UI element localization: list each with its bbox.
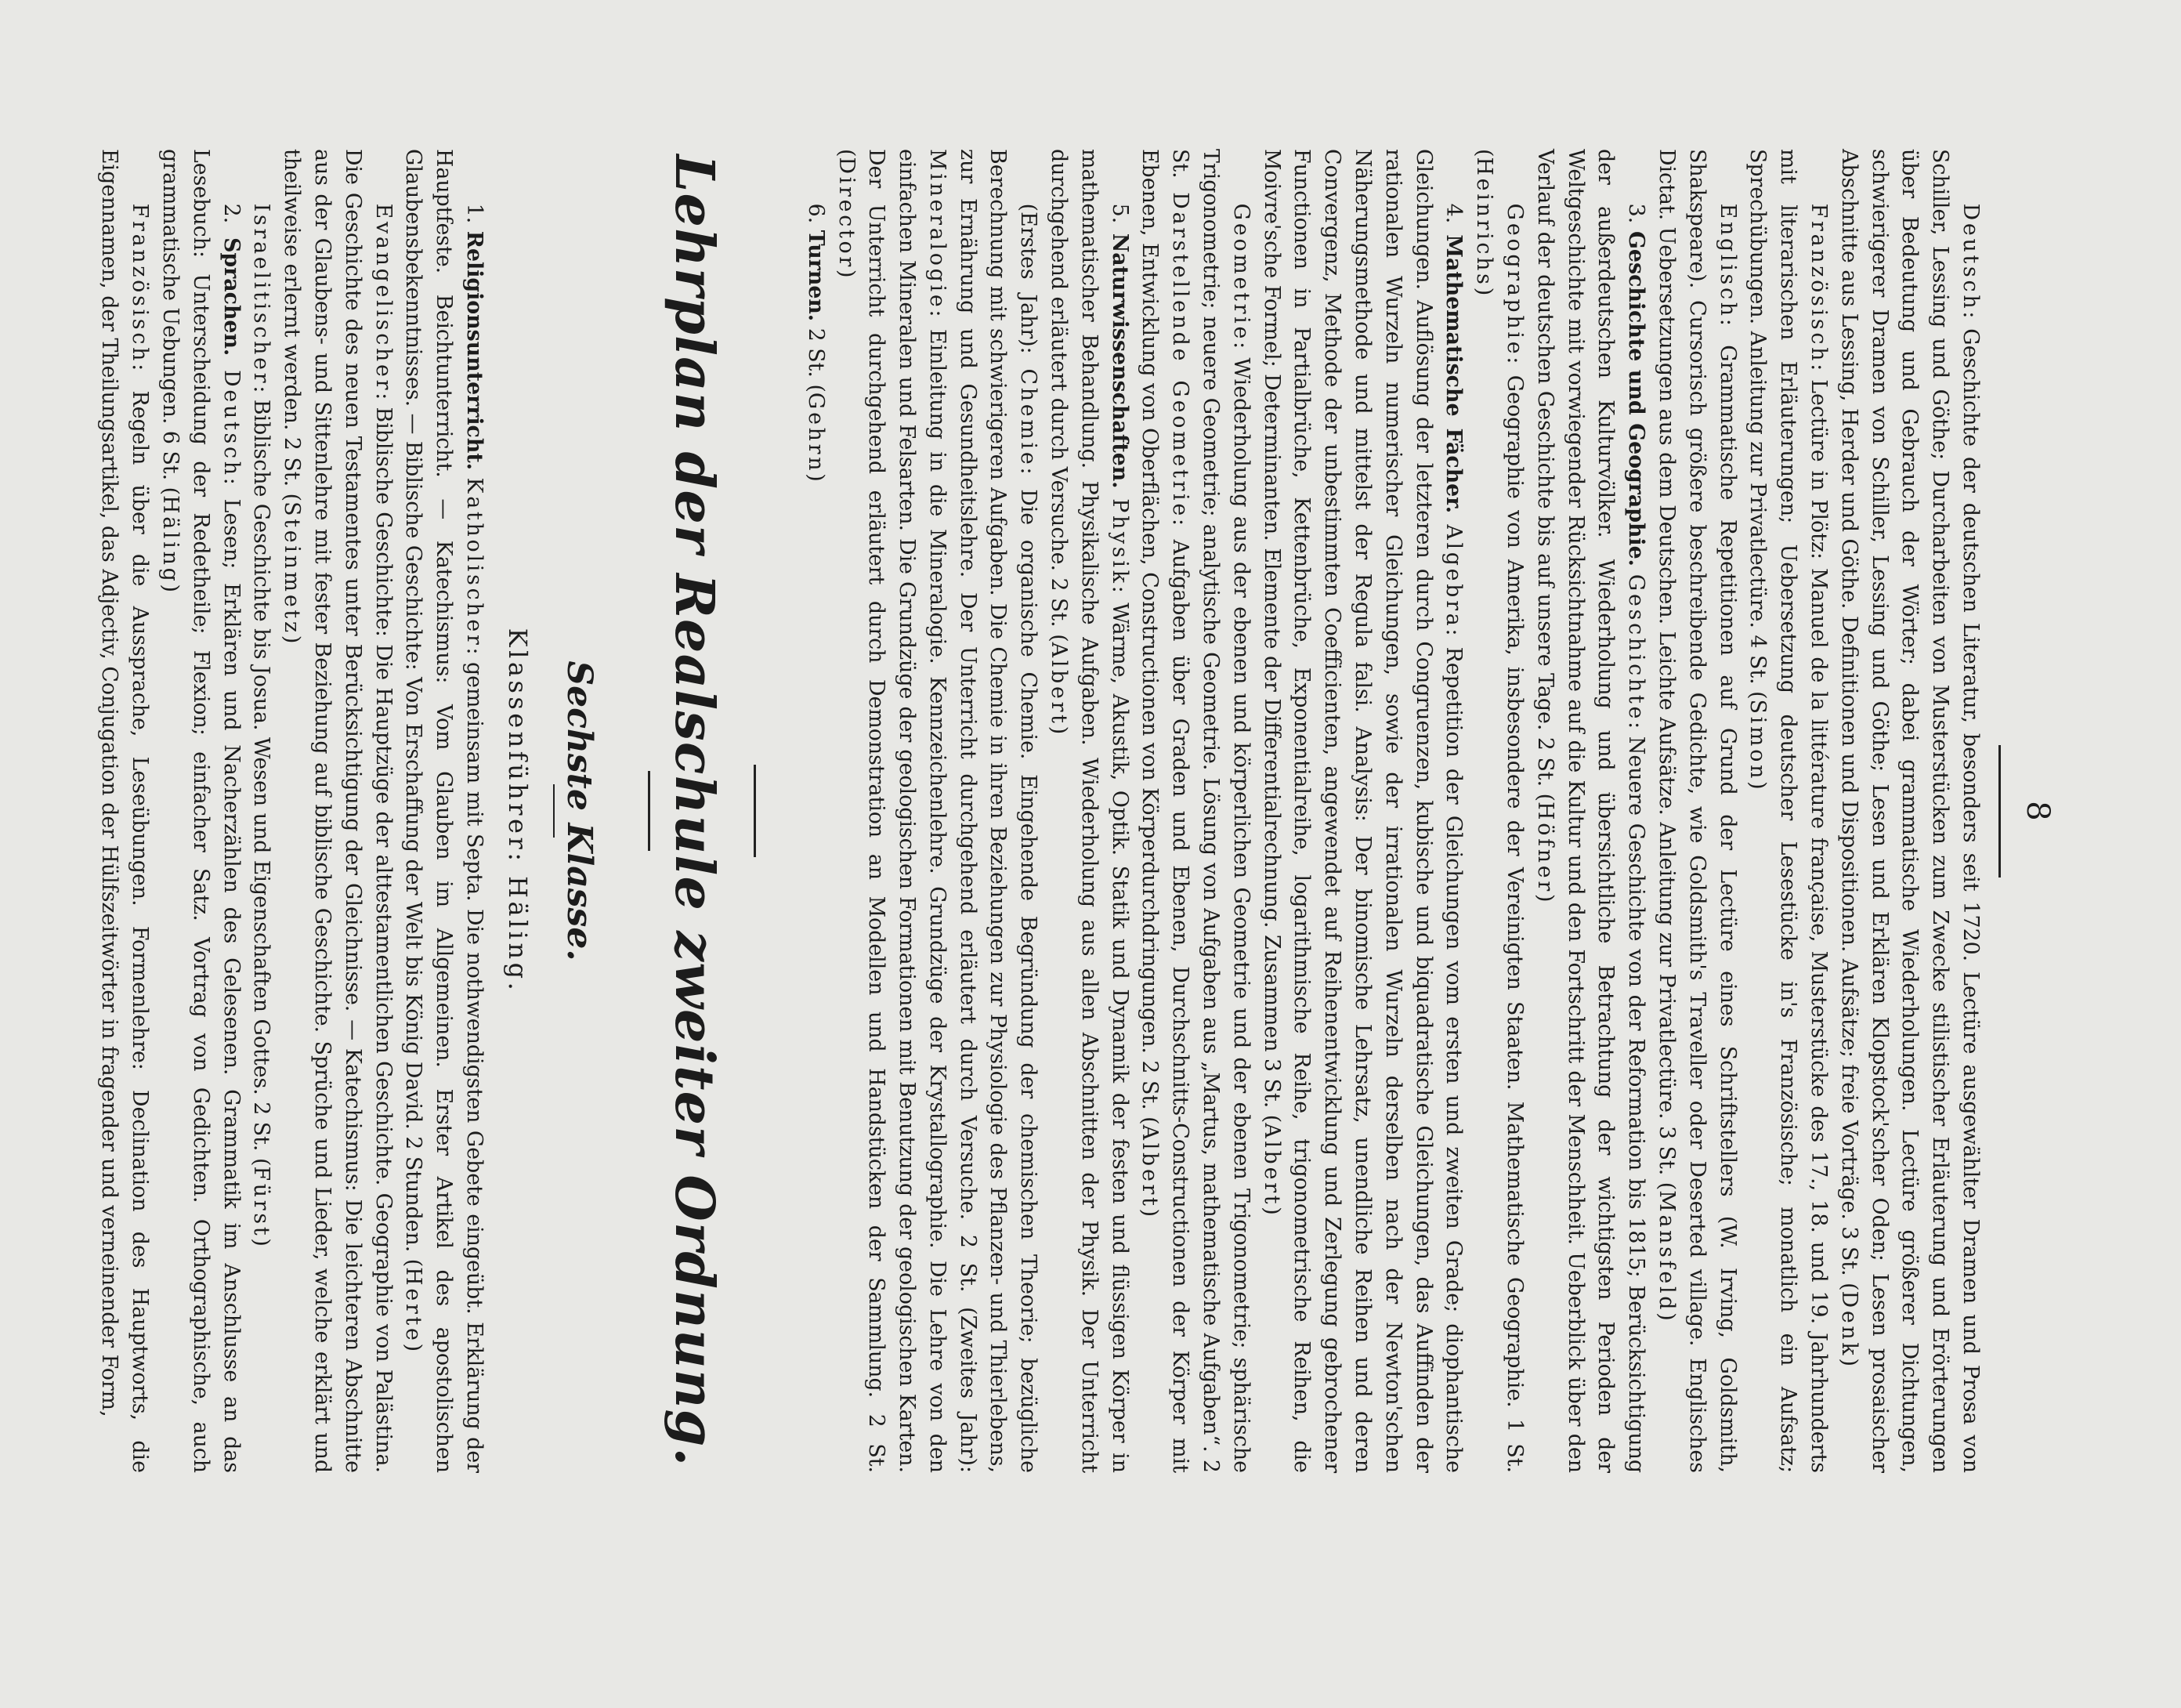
paragraph: [800, 149, 830, 1473]
spaced-term: Gehrn: [803, 392, 828, 474]
text-run: : Geographie von Amerika, insbesondere der Vereinigten Staaten. Mathematische Geographie. 1 St. (: [1472, 149, 1528, 1473]
spaced-term: Algebra: [1441, 524, 1467, 629]
header-rule: [1998, 745, 2001, 878]
text-run: : Lesen; Erklären und Nacherzählen des Gelesenen. Grammatik im Anschlusse an das Lesebuch: Unterscheidung der Redetheile; Flexion; einfacher Satz. Vortrag von Gedichten. Orthographische, auch grammatische Uebungen. 6 St. (: [157, 149, 244, 1473]
text-run: [1624, 566, 1648, 574]
spaced-term: Mineralogie: [924, 149, 949, 310]
spaced-term: Herte: [401, 1267, 426, 1344]
spaced-term: Albert: [1138, 1124, 1163, 1209]
bottom-paragraphs: [94, 149, 489, 1473]
spaced-term: Chemie: [1016, 368, 1041, 468]
text-run: (Erstes Jahr):: [1016, 203, 1041, 369]
section-label: Mathematische Fächer.: [1441, 234, 1467, 514]
text-run: : Biblische Geschichte: Die Hauptzüge der alttestamentlichen Geschichte. Geographie von Palästina. Die Geschichte des neuen Testamentes unter Berücksichtigung der Gleichnisse. — Katechismus: Die leichteren Abschnitte aus der Glaubens- und Sittenlehre mit fester Beziehung auf biblische Geschichte. Sprüche und Lieder, welche erklärt und theilweise erlernt werden. 2 St. (: [280, 149, 396, 1473]
spaced-term: Höfner: [1532, 802, 1557, 894]
paragraph: [1256, 149, 1469, 1473]
text-run: 2 St. (: [803, 321, 828, 393]
spaced-term: Katholischer: [461, 477, 486, 648]
paragraph: [398, 149, 489, 1473]
text-run: [462, 470, 486, 477]
spaced-term: Director: [834, 157, 859, 270]
text-run: [219, 356, 244, 370]
text-run: : Geschichte der deutschen Literatur, besonders seit 1720. Lectüre ausgewählter Dramen und Prosa von Schiller, Lessing und Göthe; Durcharbeiten von Musterstücken zum Zwecke stilistischer Erläuterung und Erörterungen über Bedeutung und Gebrauch der Wörter; dabei grammatische Wiederholungen. Lectüre größerer Dichtungen, schwierigerer Dramen von Schiller, Lessing und Göthe; Lesen und Erklären Klopstock'scher Oden; Lesen prosaischer Abschnitte aus Lessing, Herder und Göthe. Definitionen und Dispositionen. Aufsätze; freie Vorträge. 3 St. (: [1836, 149, 1983, 1473]
paragraph: [1529, 149, 1651, 1473]
text-run: ): [834, 269, 859, 278]
paragraph: [246, 149, 277, 1473]
paragraph: [830, 149, 1043, 1473]
text-run: 5.: [1107, 203, 1132, 233]
spaced-term: Darstellende Geometrie: [1168, 192, 1193, 519]
text-run: [1441, 513, 1466, 524]
text-run: : Repetition der Gleichungen vom ersten und zweiten Grade; diophantische Gleichungen. Auflösung der letzteren durch Congruenzen, kubische und biquadratische Gleichungen, das Auffinden der rationalen Wurzeln numerischer Gleichungen, sowie der irrationalen Wurzeln derselben nach der Newton'schen Näherungsmethode und mittelst der Regula falsi. Analysis: Der binomische Lehrsatz, unendliche Reihen und deren Convergenz, Methode der unbestimmten Coefficienten, angewendet auf Reihenentwicklung und Zerlegung gebrochener Functionen in Partialbrüche, Kettenbrüche, Exponentialreihe, logarithmische Reihe, trigonometrische Reihen, die Moivre'sche Formel; Determinanten. Elemente der Differentialrechnung. Zusammen 3 St. (: [1259, 149, 1467, 1473]
text-run: ): [401, 1343, 426, 1352]
paragraph: [94, 149, 155, 1473]
text-run: 4.: [1441, 203, 1467, 235]
paragraph: [1742, 149, 1833, 1473]
page-number: 8: [2020, 801, 2056, 821]
text-run: ): [1745, 781, 1770, 790]
spaced-term: Mansfeld: [1655, 1190, 1680, 1313]
text-run: : Aufgaben über Graden und Ebenen, Durchschnitts-Constructionen der Körper mit Ebenen, Entwicklung von Oberflächen, Constructionen von Körperdurchdringungen. 2 St. (: [1138, 149, 1193, 1473]
spaced-term: Geographie: [1503, 203, 1528, 357]
text-run: : Wärme, Akustik, Optik. Statik und Dynamik der festen und flüssigen Körper in mathematischer Behandlung. Physikalische Aufgaben. Wiederholung aus allen Abschnitten der Physik. Der Unterricht durchgehend erläutert durch Versuche. 2 St. (: [1047, 149, 1132, 1473]
text-run: : Neuere Geschichte von der Reformation bis 1815; Berücksichtigung der außerdeutschen Kulturvölker. Wiederholung und übersichtliche Betrachtung der wichtigsten Perioden der Weltgeschichte mit vorwiegender Rücksichtnahme auf die Kultur und den Fortschritt der Menschheit. Ueberblick über den Verlauf der deutschen Geschichte bis auf unsere Tage. 2 St. (: [1532, 149, 1649, 1474]
spaced-term: Französisch: [1807, 203, 1832, 364]
section-label: Religionsunterricht.: [461, 230, 486, 471]
class-teacher-line: Klassenführer: Häling.: [502, 628, 533, 994]
text-run: ): [249, 1238, 274, 1247]
paragraph: [1468, 149, 1529, 1473]
paragraph: [1043, 149, 1134, 1473]
text-run: 1.: [461, 203, 486, 231]
section-label: Geschichte und Geographie.: [1624, 231, 1649, 566]
text-run: ): [1472, 287, 1497, 296]
page-header: [1985, 149, 2056, 1473]
text-run: : Einleitung in die Mineralogie. Kennzeichenlehre. Grundzüge der Krystallographie. Die Lehre von den einfachen Mineralen und Felsarten. Die Grundzüge der geologischen Formationen mit Benutzung der geologischen Karten. Der Unterricht durchgehend erläutert durch Demonstration an Modellen und Handstücken der Sammlung. 2 St. (: [834, 149, 949, 1473]
spaced-term: Physik: [1107, 498, 1132, 586]
text-run: : Grammatische Repetitionen auf Grund der Lectüre eines Schriftstellers (W. Irving, Goldsmith, Shakspeare). Cursorisch größere beschreibende Gedichte, wie Goldsmith's Traveller oder Deserted village. Englisches Dictat. Uebersetzungen aus dem Deutschen. Leichte Aufsätze. Anleitung zur Privatlectüre. 3 St. (: [1655, 149, 1740, 1473]
text-run: ): [1532, 893, 1557, 903]
spaced-term: Deutsch: [219, 370, 244, 478]
text-run: : Wiederholung aus der ebenen und körperlichen Geometrie und der ebenen Trigonometrie; sphärische Trigonometrie; neuere Geometrie; analytische Geometrie. Lösung von Aufgaben aus „Martus, mathematische Aufgaben“. 2 St.: [1168, 149, 1253, 1473]
spaced-term: Geschichte: [1624, 574, 1649, 722]
text-run: : Biblische Geschichte bis Josua. Wesen und Eigenschaften Gottes. 2 St. (: [249, 385, 274, 1167]
paragraph: [1134, 149, 1256, 1473]
spaced-term: Französisch: [128, 203, 153, 364]
section-divider: [754, 765, 756, 857]
spaced-term: Evangelischer: [371, 203, 396, 393]
text-run: 6.: [803, 203, 828, 230]
text-run: ): [280, 635, 305, 644]
section-label: Naturwissenschaften.: [1107, 233, 1132, 489]
text-run: : Die organische Chemie. Eingehende Begründung der chemischen Theorie; bezügliche Berechnung mit schwierigeren Aufgaben. Die Chemie in ihren Beziehungen zur Physiologie des Pflanzen- und Thierlebens, zur Ernährung und Gesundheitslehre. Der Unterricht durchgehend erläutert durch Versuche. 2 St. (Zweites Jahr):: [955, 149, 1041, 1473]
spaced-term: Heinrichs: [1472, 157, 1497, 288]
text-run: ): [157, 584, 183, 592]
spaced-term: Simon: [1745, 699, 1770, 782]
spaced-term: Steinmetz: [280, 501, 305, 635]
class-heading: Sechste Klasse.: [559, 660, 599, 961]
text-run: ): [1259, 1207, 1284, 1215]
spaced-term: Israelitischer: [249, 203, 274, 386]
paragraph: [1833, 149, 1985, 1473]
spaced-term: Deutsch: [1959, 203, 1983, 312]
text-run: ): [1655, 1312, 1680, 1321]
text-run: : gemeinsam mit Septa. Die nothwendigsten Gebete eingeübt. Erklärung der Hauptfeste. Beichtunterricht. — Katechismus: Vom Glauben im Allgemeinen. Erster Artikel des apostolischen Glaubensbekenntnisses. — Biblische Geschichte: Von Erschaffung der Welt bis König David. 2 Stunden. (: [401, 149, 486, 1473]
text-run: [1108, 489, 1132, 499]
text-run: : Lectüre in Plötz: Manuel de la littérature française, Musterstücke des 17., 18. und 19. Jahrhunderts mit literarischen Erläuterungen; Uebersetzung deutscher Lesestücke in's Französische; monatlich ein Aufsatz; Sprechübungen. Anleitung zur Privatlectüre. 4 St. (: [1745, 149, 1832, 1473]
top-paragraphs: [800, 149, 1985, 1473]
text-run: ): [1138, 1208, 1163, 1218]
spaced-term: Fürst: [249, 1166, 274, 1239]
spaced-term: Geometrie: [1228, 203, 1253, 342]
paragraph: [276, 149, 397, 1473]
section-label: Turnen.: [803, 230, 828, 322]
curriculum-heading: Lehrplan der Realschule zweiter Ordnung.: [662, 154, 725, 1467]
text-run: 2.: [219, 203, 244, 238]
paragraph: [154, 149, 245, 1473]
spaced-term: Englisch: [1715, 203, 1740, 319]
paragraph: [1651, 149, 1742, 1473]
class-heading-underline: [553, 784, 555, 838]
section-label: Sprachen.: [219, 237, 244, 356]
spaced-term: Albert: [1047, 642, 1072, 726]
spaced-term: Häling: [157, 495, 183, 584]
spaced-term: Denk: [1836, 1290, 1861, 1359]
text-run: ): [1047, 726, 1072, 735]
text-run: ): [803, 473, 828, 482]
spaced-term: Albert: [1259, 1123, 1284, 1207]
text-run: ): [1836, 1358, 1861, 1366]
text-run: : Regeln über die Aussprache, Leseübungen. Formenlehre: Declination des Hauptworts, die Eigennamen, der Theilungsartikel, das Adjectiv, Conjugation der Hülfszeitwörter in fragender und verneinender Form,: [97, 149, 153, 1473]
heading-underline: [648, 771, 650, 850]
text-run: 3.: [1624, 203, 1649, 232]
